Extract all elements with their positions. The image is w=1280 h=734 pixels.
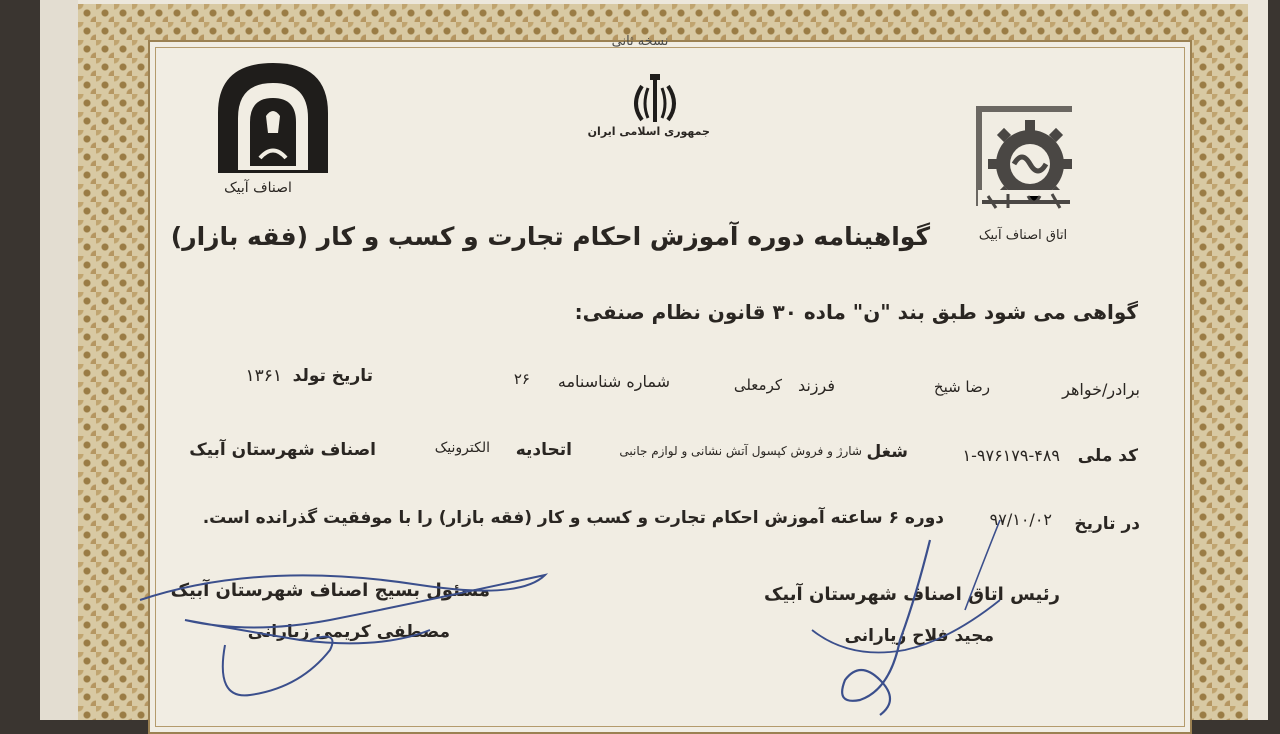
center-emblem-caption: جمهوری اسلامی ایران <box>587 125 710 138</box>
birth-date-value: ۱۳۶۱ <box>245 366 282 386</box>
national-code-value: ۱-۹۷۶۱۷۹-۴۸۹ <box>962 446 1060 465</box>
occupation-value: شارژ و فروش کپسول آتش نشانی و لوازم جانبی <box>619 444 862 458</box>
right-logo-caption: اتاق اصناف آبیک <box>978 228 1068 243</box>
course-date-value: ۹۷/۱۰/۰۲ <box>989 510 1052 529</box>
union-value: الکترونیک <box>434 440 490 456</box>
left-logo-caption: اصناف آبیک <box>224 180 292 196</box>
father-name-value: کرمعلی <box>733 376 782 394</box>
left-signatory-name: مصطفی کریمی زیارانی <box>247 622 450 642</box>
label-birth-date: تاریخ تولد <box>292 366 373 386</box>
left-signatory-title: مسئول بسیج اصناف شهرستان آبیک <box>170 580 490 601</box>
course-completion-text: دوره ۶ ساعته آموزش احکام تجارت و کسب و کار (فقه بازار) را با موفقیت گذرانده است. <box>202 508 944 528</box>
right-signatory-name: مجید فلاح زیارانی <box>844 626 994 646</box>
label-on-date: در تاریخ <box>1074 514 1140 534</box>
certificate-title: گواهینامه دوره آموزش احکام تجارت و کسب و کار (فقه بازار) <box>170 222 930 251</box>
id-number-value: ۲۶ <box>513 370 530 388</box>
certificate-intro: گواهی می شود طبق بند "ن" ماده ۳۰ قانون نظام صنفی: <box>574 300 1138 324</box>
right-signatory-title: رئیس اتاق اصناف شهرستان آبیک <box>764 584 1060 605</box>
label-brother-sister: برادر/خواهر <box>1062 380 1140 399</box>
copy-label: نسخه ثانی <box>611 34 669 49</box>
label-union: اتحادیه <box>515 440 572 460</box>
label-occupation: شغل <box>866 442 908 462</box>
label-child-of: فرزند <box>797 376 835 395</box>
city-union-value: اصناف شهرستان آبیک <box>189 440 376 460</box>
person-name-value: رضا شیخ <box>933 378 990 396</box>
label-id-number: شماره شناسنامه <box>557 372 670 391</box>
label-national-code: کد ملی <box>1077 446 1138 466</box>
